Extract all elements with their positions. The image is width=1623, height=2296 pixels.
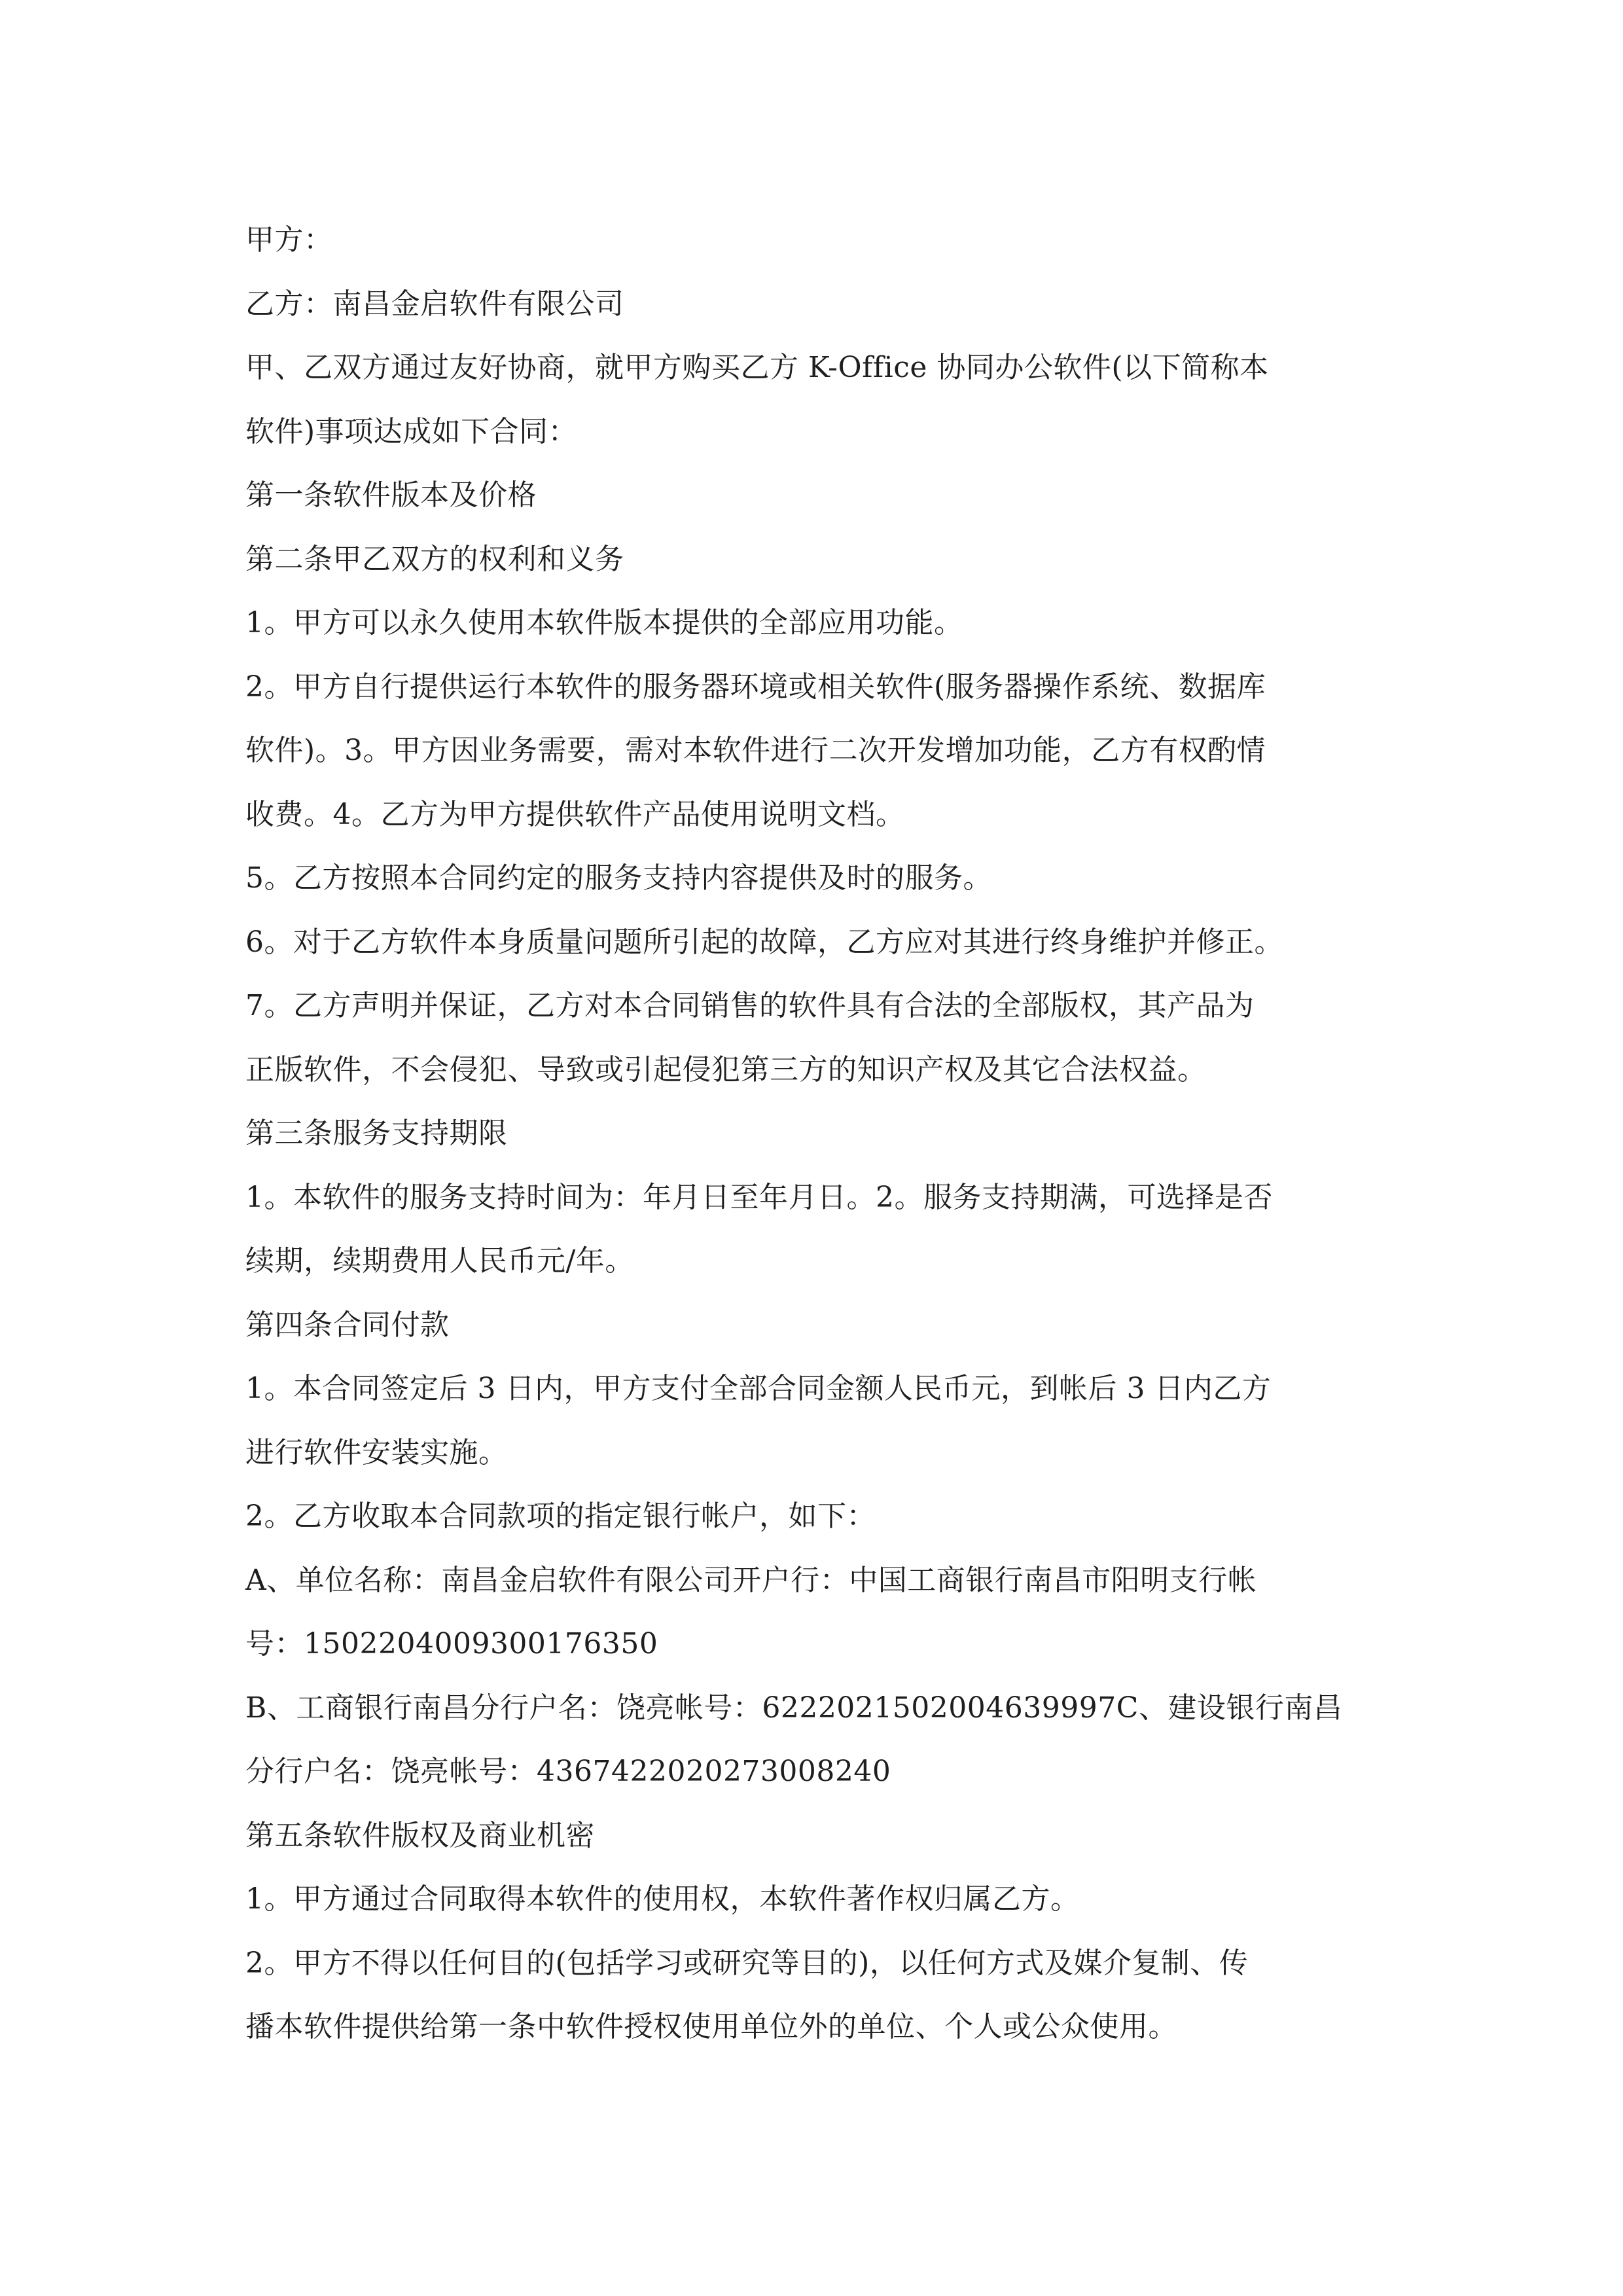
contract-body — [245, 208, 1384, 2059]
article-2-item-6: 6。对于乙方软件本身质量问题所引起的故障，乙方应对其进行终身维护并修正。 — [245, 925, 1283, 959]
article-2-item-5: 5。乙方按照本合同约定的服务支持内容提供及时的服务。 — [245, 861, 992, 895]
article-2-item-2-line-2: 软件)。3。甲方因业务需要，需对本软件进行二次开发增加功能，乙方有权酌情 — [245, 734, 1266, 767]
bank-account-a-line-1: A、单位名称：南昌金启软件有限公司开户行：中国工商银行南昌市阳明支行帐 — [245, 1563, 1257, 1597]
article-1-heading: 第一条软件版本及价格 — [245, 478, 537, 512]
bank-account-a-line-2: 号：1502204009300176350 — [245, 1627, 658, 1660]
party-a-line: 甲方： — [245, 223, 333, 257]
article-2-heading: 第二条甲乙双方的权利和义务 — [245, 542, 624, 576]
article-3-item-1-line-1: 1。本软件的服务支持时间为：年月日至年月日。2。服务支持期满，可选择是否 — [245, 1180, 1273, 1214]
preamble-line-1: 甲、乙双方通过友好协商，就甲方购买乙方 K-Office 协同办公软件(以下简称本 — [245, 351, 1269, 384]
article-4-item-2: 2。乙方收取本合同款项的指定银行帐户，如下： — [245, 1499, 876, 1533]
article-2-item-7-line-1: 7。乙方声明并保证，乙方对本合同销售的软件具有合法的全部版权，其产品为 — [245, 989, 1255, 1022]
article-3-heading: 第三条服务支持期限 — [245, 1117, 508, 1150]
article-4-item-1-line-2: 进行软件安装实施。 — [245, 1435, 508, 1469]
article-4-item-1-line-1: 1。本合同签定后 3 日内，甲方支付全部合同金额人民币元，到帐后 3 日内乙方 — [245, 1372, 1272, 1405]
article-5-item-1: 1。甲方通过合同取得本软件的使用权，本软件著作权归属乙方。 — [245, 1882, 1080, 1916]
article-2-item-7-line-2: 正版软件，不会侵犯、导致或引起侵犯第三方的知识产权及其它合法权益。 — [245, 1052, 1207, 1086]
bank-account-b-line-2: 分行户名：饶亮帐号：4367422020273008240 — [245, 1755, 891, 1788]
article-3-item-1-line-2: 续期，续期费用人民币元/年。 — [245, 1244, 634, 1278]
article-5-item-2-line-2: 播本软件提供给第一条中软件授权使用单位外的单位、个人或公众使用。 — [245, 2010, 1177, 2043]
article-2-item-1: 1。甲方可以永久使用本软件版本提供的全部应用功能。 — [245, 606, 963, 639]
bank-account-b-line-1: B、工商银行南昌分行户名：饶亮帐号：6222021502004639997C、建设银行南昌 — [245, 1691, 1343, 1725]
article-4-heading: 第四条合同付款 — [245, 1308, 450, 1342]
article-2-item-2-line-1: 2。甲方自行提供运行本软件的服务器环境或相关软件(服务器操作系统、数据库 — [245, 670, 1266, 704]
party-b-line: 乙方：南昌金启软件有限公司 — [245, 287, 624, 321]
article-2-item-3-line: 收费。4。乙方为甲方提供软件产品使用说明文档。 — [245, 797, 905, 831]
article-5-heading: 第五条软件版权及商业机密 — [245, 1818, 595, 1852]
article-5-item-2-line-1: 2。甲方不得以任何目的(包括学习或研究等目的)，以任何方式及媒介复制、传 — [245, 1946, 1249, 1980]
preamble-line-2: 软件)事项达成如下合同： — [245, 414, 578, 448]
